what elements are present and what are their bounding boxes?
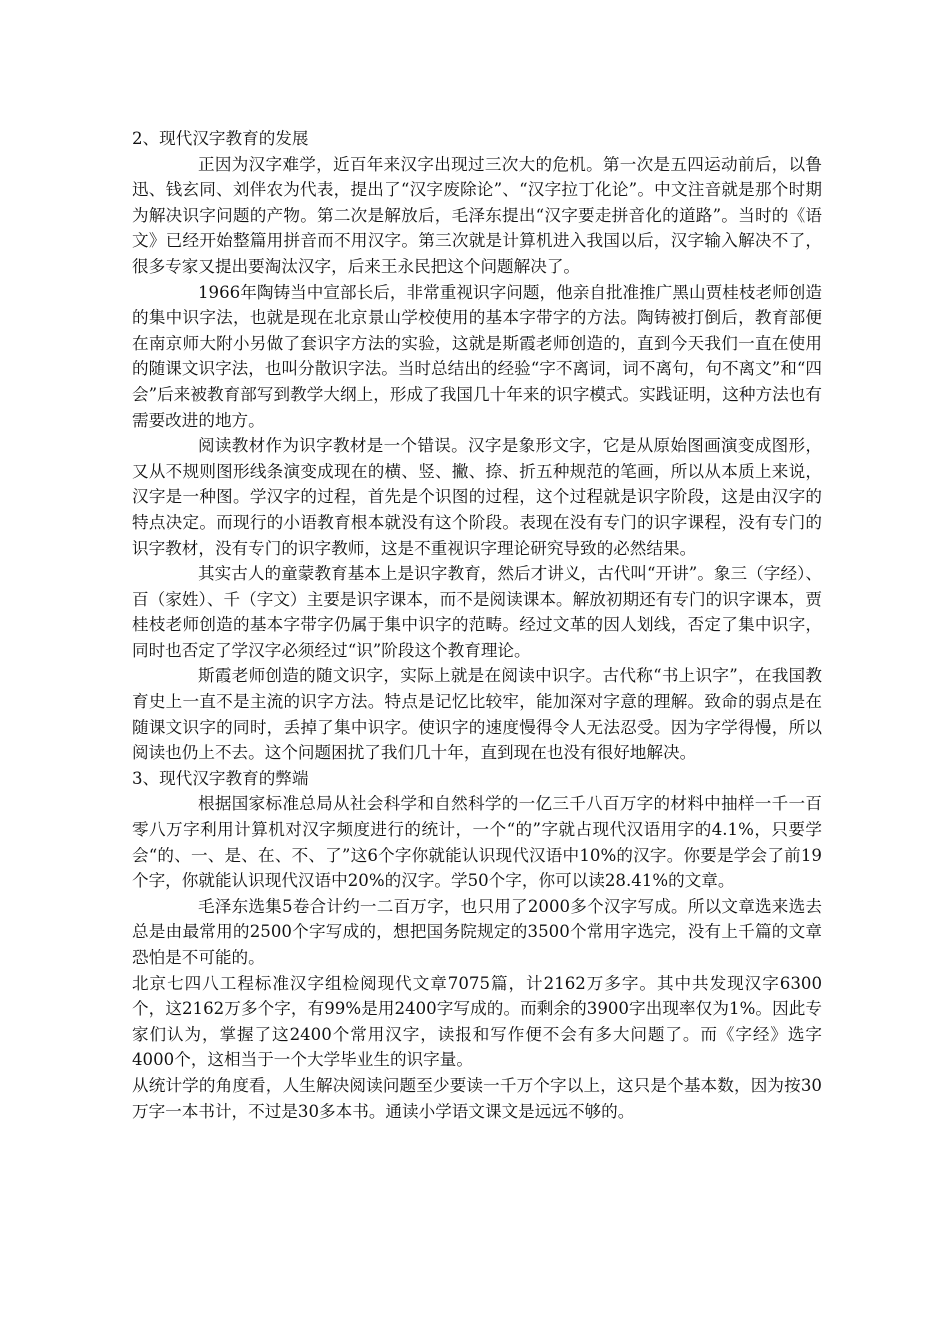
paragraph-mao-selected-works: 毛泽东选集5卷合计约一二百万字，也只用了2000多个汉字写成。所以文章选来选去总是由最常用的2500个字写成的，想把国务院规定的3500个常用字选完，没有上千篇的文章恐怕是不可能的。 xyxy=(132,896,822,967)
paragraph-tao-zhu-1966: 1966年陶铸当中宣部长后，非常重视识字问题，他亲自批准推广黑山贾桂枝老师创造的集中识字法，也就是现在北京景山学校使用的基本字带字的方法。陶铸被打倒后，教育部便在南京师大附小另做了套识字方法的实验，这就是斯霞老师创造的，直到今天我们一直在使用的随课文识字法，也叫分散识字法。当时总结出的经验“字不离词，词不离句，句不离文”和“四会”后来被教育部写到教学大纲上，形成了我国几十年来的识字模式。实践证明，这种方法也有需要改进的地方。 xyxy=(132,282,822,430)
paragraph-statistics-view: 从统计学的角度看，人生解决阅读问题至少要读一千万个字以上，这只是个基本数，因为按30万字一本书计，不过是30多本书。通读小学语文课文是远远不够的。 xyxy=(132,1075,822,1121)
section-heading-drawbacks: 3、现代汉字教育的弊端 xyxy=(132,768,309,788)
paragraph-project-748: 北京七四八工程标准汉字组检阅现代文章7075篇，计2162万多字。其中共发现汉字6300个，这2162万多个字，有99%是用2400字写成的。而剩余的3900字出现率仅为1%。因此专家们认为，掌握了这2400个常用汉字，读报和写作便不会有多大问题了。而《字经》选字4000个，这相当于一个大学毕业生的识字量。 xyxy=(132,973,822,1070)
paragraph-ancient-education: 其实古人的童蒙教育基本上是识字教育，然后才讲义，古代叫“开讲”。象三（字经）、百（家姓）、千（字文）主要是识字课本，而不是阅读课本。解放初期还有专门的识字课本，贾桂枝老师创造的基本字带字仍属于集中识字的范畴。经过文革的因人划线，否定了集中识字，同时也否定了学汉字必须经过“识”阶段这个教育理论。 xyxy=(132,564,822,660)
paragraph-si-xia-method: 斯霞老师创造的随文识字，实际上就是在阅读中识字。古代称“书上识字”，在我国教育史上一直不是主流的识字方法。特点是记忆比较牢，能加深对字意的理解。致命的弱点是在随课文识字的同时，丢掉了集中识字。使识字的速度慢得令人无法忍受。因为字学得慢，所以阅读也仍上不去。这个问题困扰了我们几十年，直到现在也没有很好地解决。 xyxy=(132,666,822,763)
paragraph-reading-materials: 阅读教材作为识字教材是一个错误。汉字是象形文字，它是从原始图画演变成图形，又从不规则图形线条演变成现在的横、竖、撇、捺、折五种规范的笔画，所以从本质上来说，汉字是一种图。学汉字的过程，首先是个识图的过程，这个过程就是识字阶段，这是由汉字的特点决定。而现行的小语教育根本就没有这个阶段。表现在没有专门的识字课程，没有专门的识字教材，没有专门的识字教师，这是不重视识字理论研究导致的必然结果。 xyxy=(132,436,822,558)
paragraph-frequency-statistics: 根据国家标准总局从社会科学和自然科学的一亿三千八百万字的材料中抽样一千一百零八万字利用计算机对汉字频度进行的统计，一个“的”字就占现代汉语用字的4.1%，只要学会“的、一、是、在、不、了”这6个字你就能认识现代汉语中10%的汉字。你要是学会了前19个字，你就能认识现代汉语中20%的汉字。学50个字，你可以读28.41%的文章。 xyxy=(132,794,822,891)
section-heading-development: 2、现代汉字教育的发展 xyxy=(132,129,309,148)
paragraph-three-crises: 正因为汉字难学，近百年来汉字出现过三次大的危机。第一次是五四运动前后，以鲁迅、钱玄同、刘伴农为代表，提出了“汉字废除论”、“汉字拉丁化论”。中文注音就是那个时期为解决识字问题的产物。第二次是解放后，毛泽东提出“汉字要走拼音化的道路”。当时的《语文》已经开始整篇用拼音而不用汉字。第三次就是计算机进入我国以后，汉字输入解决不了，很多专家又提出要淘汰汉字，后来王永民把这个问题解决了。 xyxy=(132,154,822,276)
document-page xyxy=(132,126,822,1124)
